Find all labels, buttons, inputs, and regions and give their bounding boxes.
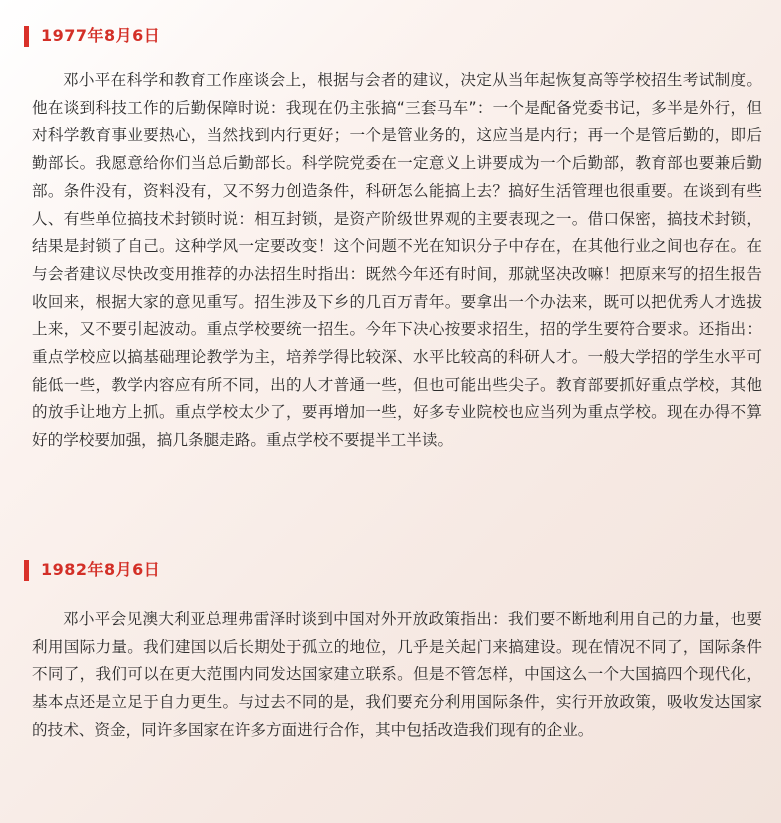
section-date: 1977年8月6日 xyxy=(41,26,161,45)
accent-bar xyxy=(24,26,29,47)
section-header-1982 xyxy=(24,558,160,582)
section-header-1977 xyxy=(24,24,160,48)
section-paragraph-1982: 邓小平会见澳大利亚总理弗雷泽时谈到中国对外开放政策指出：我们要不断地利用自己的力量，也要利用国际力量。我们建国以后长期处于孤立的地位，几乎是关起门来搞建设。现在情况不同了，国际条件不同了，我们可以在更大范围内同发达国家建立联系。但是不管怎样，中国这么一个大国搞四个现代化，基本点还是立足于自力更生。与过去不同的是，我们要充分利用国际条件，实行开放政策，吸收发达国家的技术、资金，同许多国家在许多方面进行合作，其中包括改造我们现有的企业。 xyxy=(32,610,762,739)
accent-bar xyxy=(24,560,29,581)
section-paragraph-1977: 邓小平在科学和教育工作座谈会上，根据与会者的建议，决定从当年起恢复高等学校招生考试制度。他在谈到科技工作的后勤保障时说：我现在仍主张搞“三套马车”：一个是配备党委书记，多半是外行，但对科学教育事业要热心，当然找到内行更好；一个是管业务的，这应当是内行；再一个是管后勤的，即后勤部长。我愿意给你们当总后勤部长。科学院党委在一定意义上讲要成为一个后勤部，教育部也要兼后勤部。条件没有，资料没有，又不努力创造条件，科研怎么能搞上去？搞好生活管理也很重要。在谈到有些人、有些单位搞技术封锁时说：相互封锁，是资产阶级世界观的主要表现之一。借口保密，搞技术封锁，结果是封锁了自己。这种学风一定要改变！这个问题不光在知识分子中存在，在其他行业之间也存在。在与会者建议尽快改变用推荐的办法招生时指出：既然今年还有时间，那就坚决改嘛！把原来写的招生报告收回来，根据大家的意见重写。招生涉及下乡的几百万青年。要拿出一个办法来，既可以把优秀人才选拔上来，又不要引起波动。重点学校要统一招生。今年下决心按要求招生，招的学生要符合要求。还指出：重点学校应以搞基础理论教学为主，培养学得比较深、水平比较高的科研人才。一般大学招的学生水平可能低一些，教学内容应有所不同，出的人才普通一些，但也可能出些尖子。教育部要抓好重点学校，其他的放手让地方上抓。重点学校太少了，要再增加一些，好多专业院校也应当列为重点学校。现在办得不算好的学校要加强，搞几条腿走路。重点学校不要提半工半读。 xyxy=(32,71,762,450)
section-date: 1982年8月6日 xyxy=(41,560,161,579)
